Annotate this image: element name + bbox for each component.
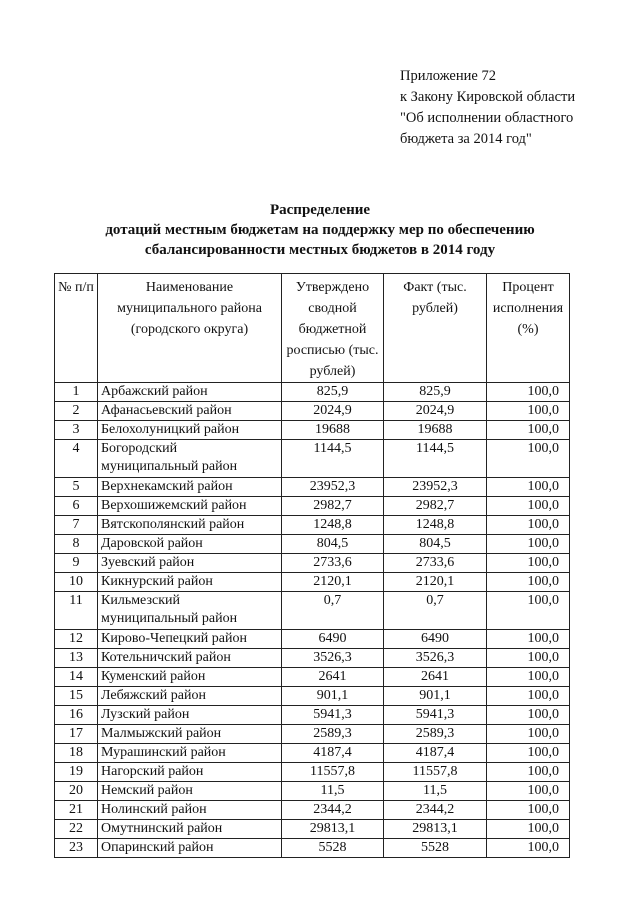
cell-num: 4 [55, 440, 98, 478]
table-row [55, 592, 570, 630]
table-row [55, 782, 570, 801]
table-row [55, 649, 570, 668]
table-row [55, 554, 570, 573]
cell-num: 10 [55, 573, 98, 592]
cell-name: Зуевский район [98, 554, 282, 573]
cell-num: 21 [55, 801, 98, 820]
cell-percent: 100,0 [487, 801, 570, 820]
cell-fact: 2641 [384, 668, 487, 687]
cell-fact: 2120,1 [384, 573, 487, 592]
cell-fact: 4187,4 [384, 744, 487, 763]
table-body [55, 383, 570, 858]
cell-fact: 5528 [384, 839, 487, 858]
cell-percent: 100,0 [487, 478, 570, 497]
appendix-line-3: "Об исполнении областного [400, 110, 574, 126]
cell-approved: 0,7 [282, 592, 384, 630]
cell-name: Арбажский район [98, 383, 282, 402]
cell-fact: 2024,9 [384, 402, 487, 421]
cell-approved: 825,9 [282, 383, 384, 402]
cell-num: 18 [55, 744, 98, 763]
cell-num: 3 [55, 421, 98, 440]
cell-percent: 100,0 [487, 782, 570, 801]
cell-approved: 29813,1 [282, 820, 384, 839]
cell-name: Лузский район [98, 706, 282, 725]
cell-num: 9 [55, 554, 98, 573]
document-title [0, 200, 640, 260]
title-line-2: дотаций местным бюджетам на поддержку мер по обеспечению [105, 222, 535, 238]
table-row [55, 573, 570, 592]
table-row [55, 763, 570, 782]
cell-fact: 29813,1 [384, 820, 487, 839]
table-row [55, 630, 570, 649]
table-row [55, 497, 570, 516]
cell-name: Вятскополянский район [98, 516, 282, 535]
cell-approved: 2982,7 [282, 497, 384, 516]
cell-fact: 19688 [384, 421, 487, 440]
cell-approved: 804,5 [282, 535, 384, 554]
cell-num: 13 [55, 649, 98, 668]
cell-approved: 2120,1 [282, 573, 384, 592]
cell-fact: 2982,7 [384, 497, 487, 516]
cell-name: Нолинский район [98, 801, 282, 820]
table-row [55, 478, 570, 497]
table-row [55, 706, 570, 725]
cell-percent: 100,0 [487, 440, 570, 478]
cell-approved: 1248,8 [282, 516, 384, 535]
cell-fact: 2344,2 [384, 801, 487, 820]
cell-percent: 100,0 [487, 573, 570, 592]
cell-approved: 4187,4 [282, 744, 384, 763]
table-row [55, 440, 570, 478]
header-percent: Процент исполнения (%) [487, 274, 570, 383]
header-num: № п/п [55, 274, 98, 383]
cell-approved: 5528 [282, 839, 384, 858]
cell-approved: 5941,3 [282, 706, 384, 725]
cell-name: Афанасьевский район [98, 402, 282, 421]
cell-num: 19 [55, 763, 98, 782]
cell-percent: 100,0 [487, 649, 570, 668]
cell-percent: 100,0 [487, 630, 570, 649]
cell-percent: 100,0 [487, 725, 570, 744]
cell-name: Опаринский район [98, 839, 282, 858]
cell-fact: 11557,8 [384, 763, 487, 782]
cell-percent: 100,0 [487, 554, 570, 573]
cell-name: Кильмезский муниципальный район [98, 592, 282, 630]
cell-num: 11 [55, 592, 98, 630]
cell-percent: 100,0 [487, 763, 570, 782]
cell-name: Верхошижемский район [98, 497, 282, 516]
cell-num: 15 [55, 687, 98, 706]
cell-num: 20 [55, 782, 98, 801]
cell-name: Куменский район [98, 668, 282, 687]
table-row [55, 725, 570, 744]
cell-fact: 1144,5 [384, 440, 487, 478]
cell-percent: 100,0 [487, 744, 570, 763]
cell-percent: 100,0 [487, 687, 570, 706]
cell-approved: 3526,3 [282, 649, 384, 668]
cell-percent: 100,0 [487, 592, 570, 630]
cell-percent: 100,0 [487, 402, 570, 421]
cell-approved: 2641 [282, 668, 384, 687]
table-row [55, 383, 570, 402]
table-row [55, 402, 570, 421]
cell-fact: 804,5 [384, 535, 487, 554]
cell-fact: 6490 [384, 630, 487, 649]
cell-percent: 100,0 [487, 421, 570, 440]
cell-approved: 11,5 [282, 782, 384, 801]
cell-num: 2 [55, 402, 98, 421]
cell-fact: 11,5 [384, 782, 487, 801]
table-row [55, 535, 570, 554]
cell-name: Кирово-Чепецкий район [98, 630, 282, 649]
cell-percent: 100,0 [487, 820, 570, 839]
cell-num: 17 [55, 725, 98, 744]
cell-num: 6 [55, 497, 98, 516]
cell-approved: 11557,8 [282, 763, 384, 782]
table-row [55, 687, 570, 706]
cell-num: 1 [55, 383, 98, 402]
table-row [55, 744, 570, 763]
table-header-row [55, 274, 570, 383]
cell-approved: 2344,2 [282, 801, 384, 820]
cell-name: Лебяжский район [98, 687, 282, 706]
cell-percent: 100,0 [487, 383, 570, 402]
cell-approved: 6490 [282, 630, 384, 649]
cell-num: 23 [55, 839, 98, 858]
table-row [55, 820, 570, 839]
table-row [55, 668, 570, 687]
header-fact: Факт (тыс. рублей) [384, 274, 487, 383]
cell-name: Малмыжский район [98, 725, 282, 744]
cell-percent: 100,0 [487, 668, 570, 687]
cell-approved: 19688 [282, 421, 384, 440]
cell-num: 12 [55, 630, 98, 649]
cell-name: Нагорский район [98, 763, 282, 782]
cell-approved: 901,1 [282, 687, 384, 706]
cell-approved: 1144,5 [282, 440, 384, 478]
cell-fact: 825,9 [384, 383, 487, 402]
table-row [55, 801, 570, 820]
appendix-line-2: к Закону Кировской области [400, 89, 576, 105]
appendix-line-4: бюджета за 2014 год" [400, 131, 532, 147]
table-row [55, 839, 570, 858]
cell-name: Верхнекамский район [98, 478, 282, 497]
cell-approved: 23952,3 [282, 478, 384, 497]
cell-num: 7 [55, 516, 98, 535]
cell-approved: 2589,3 [282, 725, 384, 744]
cell-percent: 100,0 [487, 839, 570, 858]
cell-name: Немский район [98, 782, 282, 801]
title-line-1: Распределение [269, 202, 371, 218]
cell-fact: 2733,6 [384, 554, 487, 573]
cell-percent: 100,0 [487, 535, 570, 554]
cell-percent: 100,0 [487, 497, 570, 516]
cell-fact: 5941,3 [384, 706, 487, 725]
cell-num: 16 [55, 706, 98, 725]
cell-num: 8 [55, 535, 98, 554]
cell-num: 5 [55, 478, 98, 497]
cell-name: Омутнинский район [98, 820, 282, 839]
table-row [55, 516, 570, 535]
cell-num: 14 [55, 668, 98, 687]
cell-name: Котельничский район [98, 649, 282, 668]
cell-fact: 0,7 [384, 592, 487, 630]
cell-name: Даровской район [98, 535, 282, 554]
cell-percent: 100,0 [487, 516, 570, 535]
cell-approved: 2024,9 [282, 402, 384, 421]
cell-fact: 23952,3 [384, 478, 487, 497]
cell-name: Мурашинский район [98, 744, 282, 763]
cell-num: 22 [55, 820, 98, 839]
cell-name: Белохолуницкий район [98, 421, 282, 440]
cell-fact: 1248,8 [384, 516, 487, 535]
subsidy-table [54, 273, 570, 858]
header-approved: Утверждено сводной бюджетной росписью (тыс. рублей) [282, 274, 384, 383]
cell-fact: 2589,3 [384, 725, 487, 744]
cell-name: Богородский муниципальный район [98, 440, 282, 478]
cell-fact: 901,1 [384, 687, 487, 706]
cell-percent: 100,0 [487, 706, 570, 725]
cell-approved: 2733,6 [282, 554, 384, 573]
cell-name: Кикнурский район [98, 573, 282, 592]
appendix-line-1: Приложение 72 [400, 68, 496, 84]
appendix-note [400, 66, 575, 150]
header-name: Наименование муниципального района (городского округа) [98, 274, 282, 383]
title-line-3: сбалансированности местных бюджетов в 2014 году [144, 242, 496, 258]
table-row [55, 421, 570, 440]
cell-fact: 3526,3 [384, 649, 487, 668]
